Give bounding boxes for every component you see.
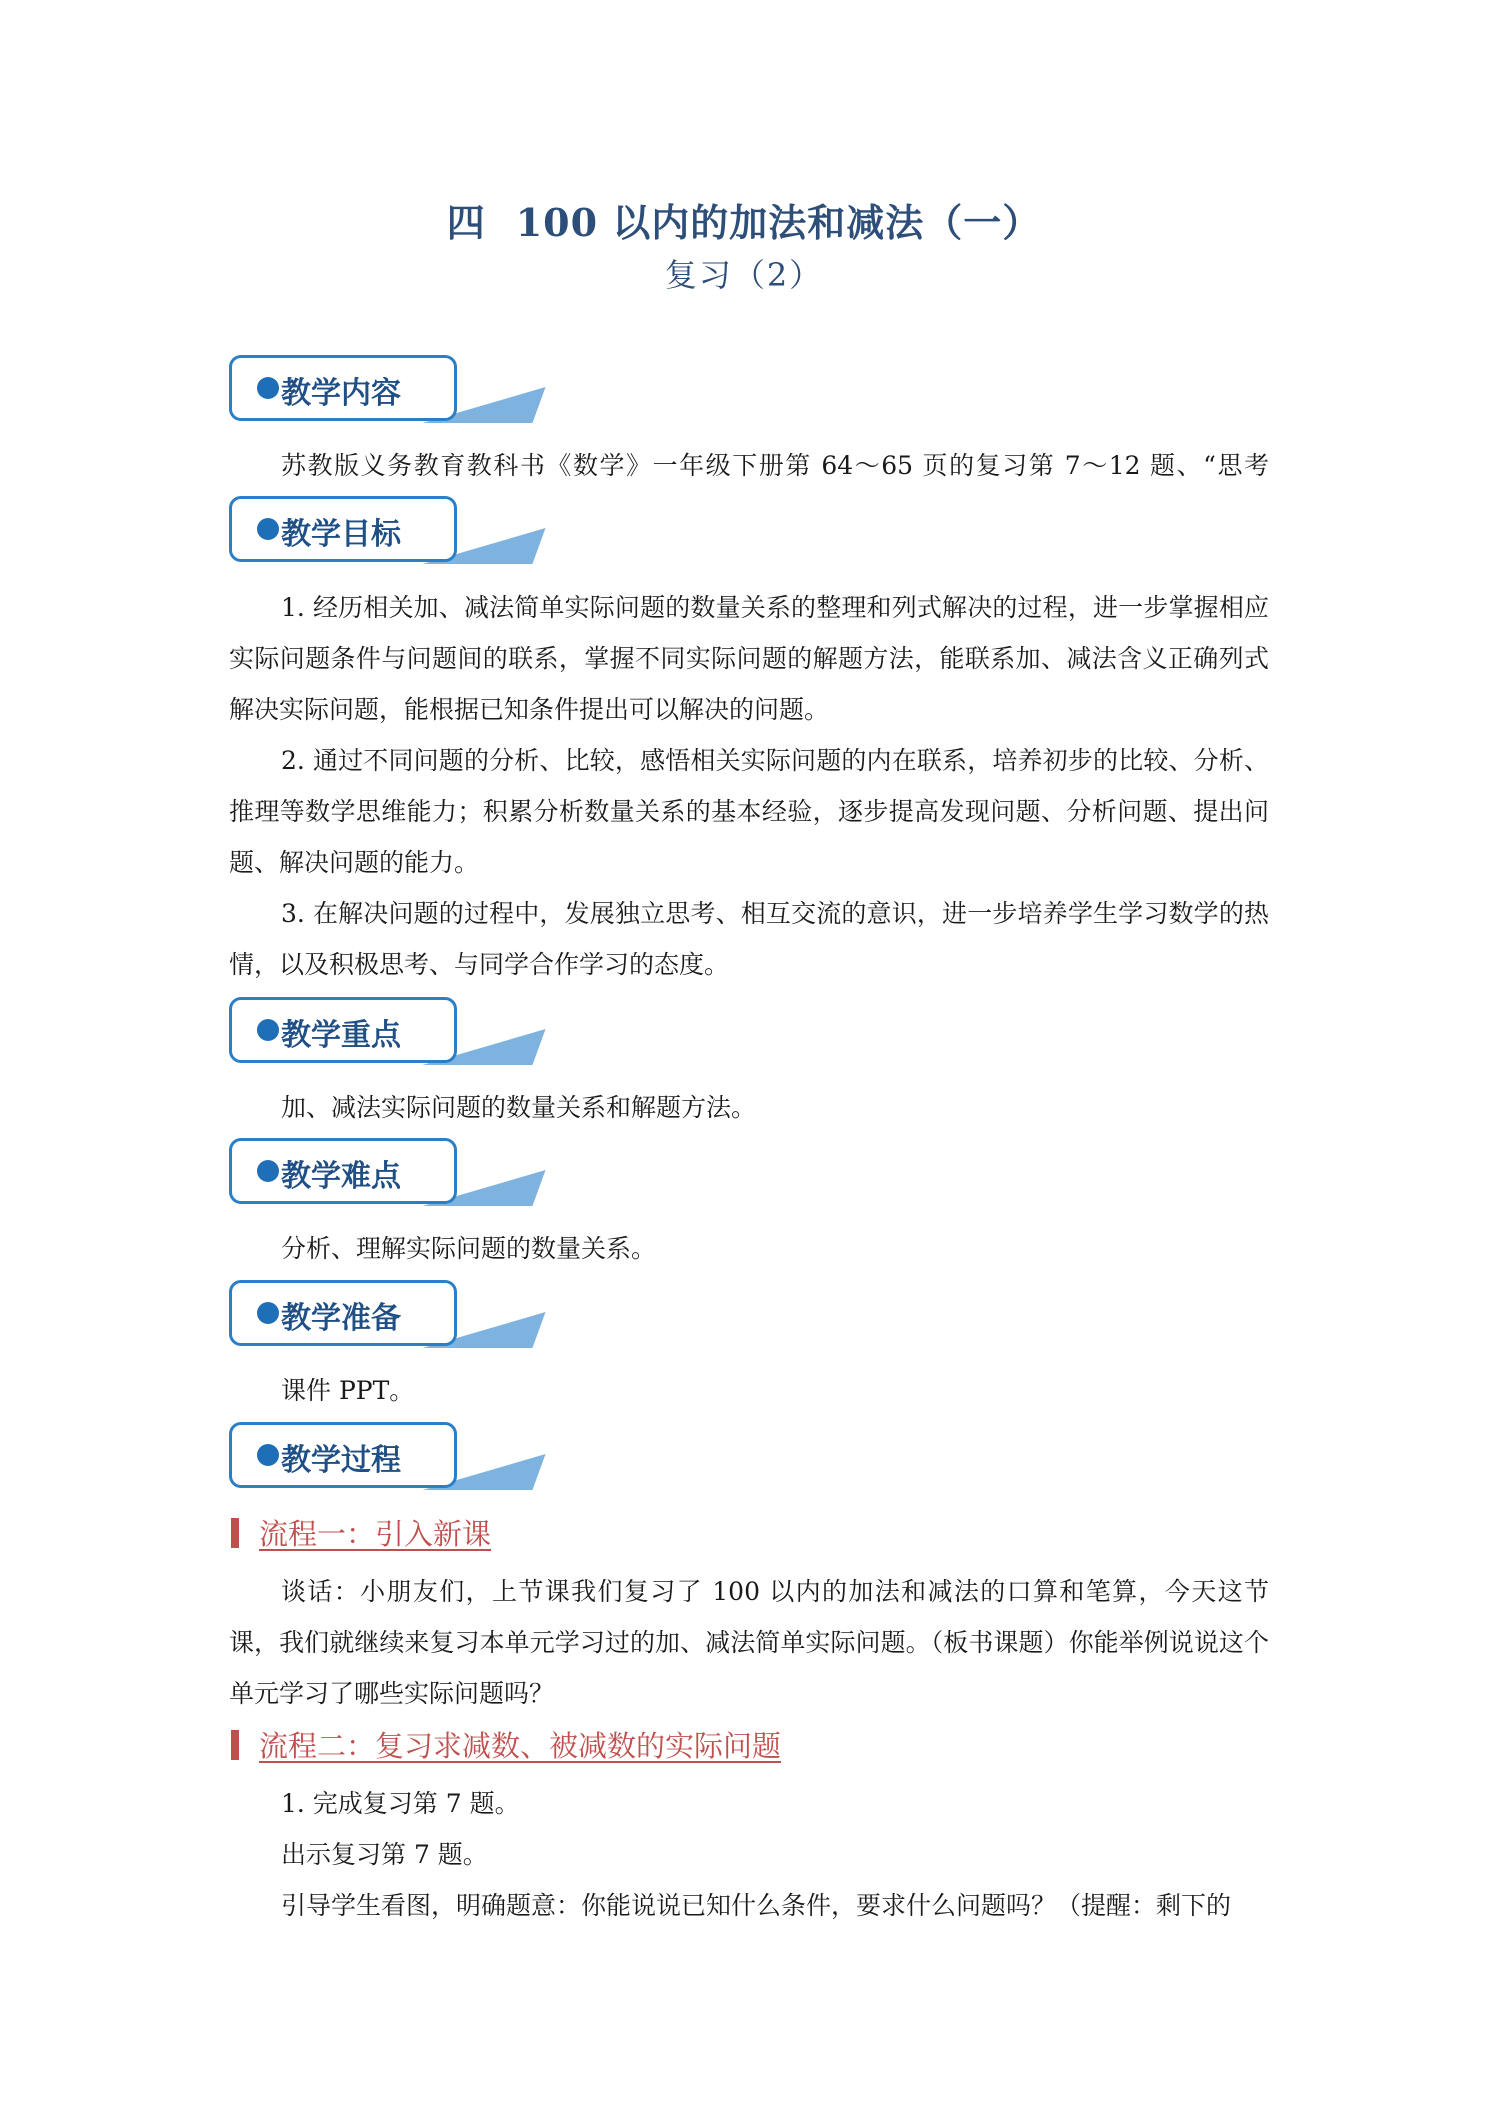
- goal-item: 1. 经历相关加、减法简单实际问题的数量关系的整理和列式解决的过程，进一步掌握相应实际问题条件与问题间的联系，掌握不同实际问题的解题方法，能联系加、减法含义正确列式解决实际问题，能根据已知条件提出可以解决的问题。: [229, 593, 1269, 724]
- flow2-line: 1. 完成复习第 7 题。: [281, 1789, 520, 1818]
- page-subtitle: 复习（2）: [664, 256, 824, 294]
- flow-title: 流程二：复习求减数、被减数的实际问题: [259, 1729, 782, 1763]
- section-header-process: [229, 1422, 519, 1492]
- section-label: 教学难点: [281, 1159, 401, 1194]
- section-label: 教学准备: [281, 1301, 401, 1336]
- flow-marker: [231, 1730, 239, 1760]
- bullet-dot-icon: [257, 1019, 279, 1041]
- section-label: 教学过程: [281, 1443, 401, 1478]
- flow1-text: 谈话：小朋友们，上节课我们复习了 100 以内的加法和减法的口算和笔算，今天这节课，我们就继续来复习本单元学习过的加、减法简单实际问题。（板书课题）你能举例说说这个单元学习了哪些实际问题吗？: [229, 1577, 1269, 1708]
- bullet-dot-icon: [257, 1160, 279, 1182]
- section-header-difficulties: [229, 1138, 519, 1208]
- key-points-paragraph: [229, 1082, 1269, 1133]
- goals-paragraphs: [229, 582, 1269, 990]
- bullet-dot-icon: [257, 518, 279, 540]
- goal-item: 3. 在解决问题的过程中，发展独立思考、相互交流的意识，进一步培养学生学习数学的热情，以及积极思考、与同学合作学习的态度。: [229, 899, 1269, 979]
- goal-item: 2. 通过不同问题的分析、比较，感悟相关实际问题的内在联系，培养初步的比较、分析、推理等数学思维能力；积累分析数量关系的基本经验，逐步提高发现问题、分析问题、提出问题、解决问题的能力。: [229, 746, 1269, 877]
- section-header-preparation: [229, 1280, 519, 1350]
- flow1-paragraph: [229, 1566, 1269, 1719]
- flow-marker: [231, 1518, 239, 1548]
- section-header-goals: [229, 496, 519, 566]
- preparation-text: 课件 PPT。: [281, 1376, 415, 1405]
- section-label: 教学内容: [281, 376, 401, 411]
- bullet-dot-icon: [257, 1444, 279, 1466]
- chapter-title: 100 以内的加法和减法（一）: [515, 200, 1042, 245]
- section-header-content: [229, 355, 519, 425]
- flow-title: 流程一：引入新课: [259, 1517, 492, 1551]
- bullet-dot-icon: [257, 1302, 279, 1324]
- bullet-dot-icon: [257, 377, 279, 399]
- section-header-key-points: [229, 997, 519, 1067]
- flow2-line: 出示复习第 7 题。: [281, 1840, 488, 1869]
- preparation-paragraph: [229, 1365, 1269, 1416]
- difficulties-paragraph: [229, 1223, 1269, 1274]
- section-label: 教学重点: [281, 1018, 401, 1053]
- content-text: 苏教版义务教育教科书《数学》一年级下册第 64～65 页的复习第 7～12 题、“思考: [281, 451, 1269, 480]
- difficulties-text: 分析、理解实际问题的数量关系。: [281, 1234, 657, 1263]
- flow2-line: 引导学生看图，明确题意：你能说说已知什么条件，要求什么问题吗？（提醒：剩下的: [281, 1891, 1232, 1920]
- chapter-number: 四: [446, 200, 486, 245]
- page-title: [0, 192, 1488, 247]
- flow2-paragraph: [229, 1778, 1269, 1931]
- key-points-text: 加、减法实际问题的数量关系和解题方法。: [281, 1093, 757, 1122]
- section-label: 教学目标: [281, 517, 401, 552]
